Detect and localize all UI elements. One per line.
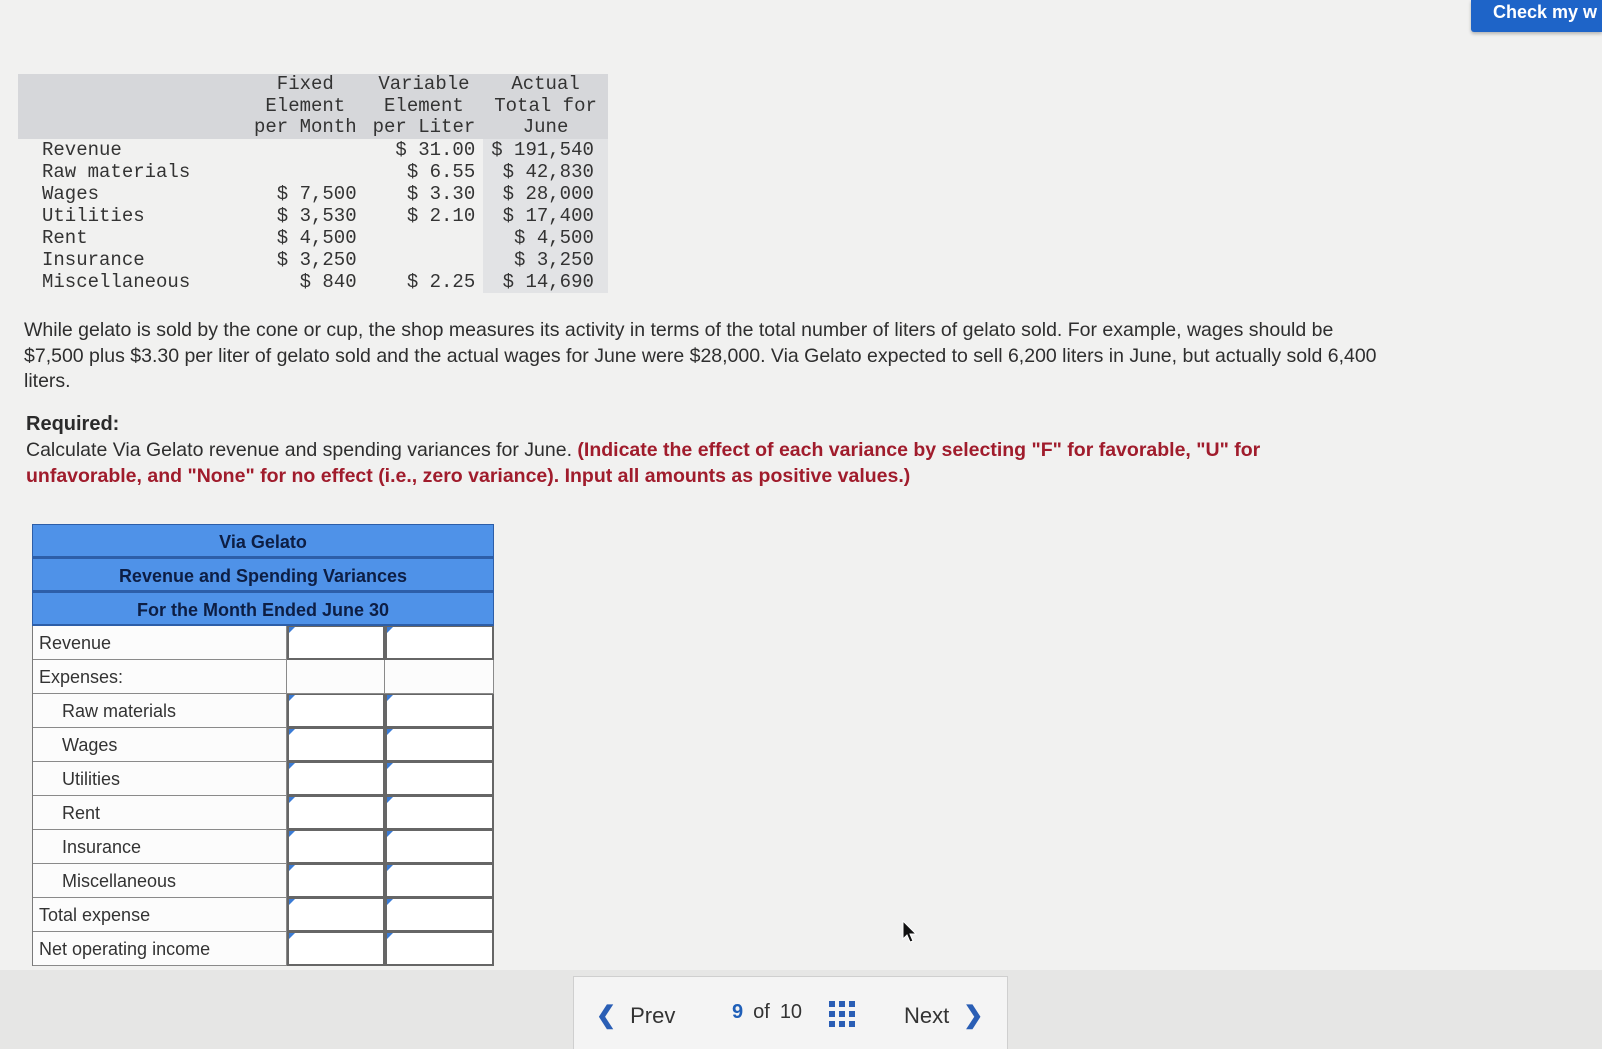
actual-value: $ 17,400 xyxy=(483,205,608,227)
prev-label: Prev xyxy=(630,1002,676,1028)
variable-value xyxy=(365,227,484,249)
fixed-value: $ 4,500 xyxy=(276,226,357,249)
amount-input[interactable] xyxy=(287,830,385,864)
variance-row xyxy=(32,762,494,796)
variance-row xyxy=(32,626,494,660)
total-pages: 10 xyxy=(779,1001,803,1023)
row-label: Rent xyxy=(42,226,88,249)
column-header-fixed: Fixed Element per Month xyxy=(246,74,365,139)
variance-form xyxy=(32,524,494,966)
effect-select[interactable] xyxy=(385,830,494,864)
empty-cell xyxy=(385,660,494,694)
question-navigation xyxy=(573,976,1008,1049)
amount-input[interactable] xyxy=(287,762,385,796)
fixed-value xyxy=(246,161,365,183)
row-label: Revenue xyxy=(42,138,122,161)
table-corner xyxy=(18,74,246,139)
page-of: of xyxy=(753,1001,770,1023)
amount-input[interactable] xyxy=(287,796,385,830)
variance-row xyxy=(32,864,494,898)
actual-value: $ 3,250 xyxy=(483,249,608,271)
cost-row xyxy=(18,161,608,183)
variance-row-label: Utilities xyxy=(33,762,287,796)
variable-value xyxy=(365,249,484,271)
cost-row xyxy=(18,227,608,249)
variable-value: $ 3.30 xyxy=(406,182,476,205)
amount-input[interactable] xyxy=(287,728,385,762)
page-indicator xyxy=(732,1001,802,1024)
cost-row xyxy=(18,183,608,205)
variance-row xyxy=(32,796,494,830)
variance-row-label: Expenses: xyxy=(33,660,287,694)
next-label: Next xyxy=(904,1002,950,1028)
variance-row xyxy=(32,660,494,694)
form-subtitle: Revenue and Spending Variances xyxy=(32,558,494,592)
effect-select[interactable] xyxy=(385,898,494,932)
grid-icon[interactable] xyxy=(829,1001,855,1027)
chevron-right-icon: ❯ xyxy=(963,1002,984,1029)
cost-data-table xyxy=(18,74,608,293)
actual-value: $ 42,830 xyxy=(483,161,608,183)
effect-select[interactable] xyxy=(385,626,494,660)
next-button[interactable] xyxy=(904,1001,983,1030)
variance-row-label: Rent xyxy=(33,796,287,830)
row-label: Miscellaneous xyxy=(42,270,191,293)
variance-row-label: Revenue xyxy=(33,626,287,660)
required-instructions xyxy=(26,438,1366,489)
problem-description: While gelato is sold by the cone or cup, the shop measures its activity in terms of the total number of liters of gelato sold. For example, wages should be $7,500 plus $3.30 per liter of gelato sold and the actual wages for June were $28,000. Via Gelato expected to sell 6,200 liters in June, but actually sold 6,400 liters. xyxy=(24,319,1377,392)
prev-button[interactable] xyxy=(596,1001,675,1030)
check-my-work-button[interactable]: Check my w xyxy=(1471,0,1602,32)
variance-row-label: Insurance xyxy=(33,830,287,864)
variance-row xyxy=(32,932,494,966)
effect-select[interactable] xyxy=(385,728,494,762)
cost-row xyxy=(18,249,608,271)
current-page: 9 xyxy=(732,1001,744,1023)
form-period: For the Month Ended June 30 xyxy=(32,592,494,626)
row-label: Utilities xyxy=(42,204,145,227)
amount-input[interactable] xyxy=(287,626,385,660)
variance-row-label: Net operating income xyxy=(33,932,287,966)
row-label: Insurance xyxy=(42,248,145,271)
variance-row xyxy=(32,694,494,728)
row-label: Wages xyxy=(42,182,100,205)
actual-value: $ 14,690 xyxy=(483,271,608,293)
variance-row-label: Raw materials xyxy=(33,694,287,728)
column-header-variable: Variable Element per Liter xyxy=(365,74,484,139)
actual-value: $ 4,500 xyxy=(483,227,608,249)
cost-row xyxy=(18,139,608,161)
amount-input[interactable] xyxy=(287,694,385,728)
amount-input[interactable] xyxy=(287,898,385,932)
actual-value: $ 28,000 xyxy=(483,183,608,205)
column-header-actual: Actual Total for June xyxy=(483,74,608,139)
effect-select[interactable] xyxy=(385,796,494,830)
form-title: Via Gelato xyxy=(32,524,494,558)
variable-value: $ 2.25 xyxy=(406,270,476,293)
required-text: Calculate Via Gelato revenue and spending variances for June. xyxy=(26,439,572,461)
variable-value: $ 2.10 xyxy=(406,204,476,227)
fixed-value: $ 7,500 xyxy=(276,182,357,205)
fixed-value: $ 3,530 xyxy=(276,204,357,227)
fixed-value: $ 3,250 xyxy=(276,248,357,271)
variance-row xyxy=(32,728,494,762)
variance-row-label: Total expense xyxy=(33,898,287,932)
required-instruction-note: (Indicate the effect of each variance by selecting "F" for favorable, "U" for unfavorable, and "None" for no effect (i.e., zero variance). Input all amounts as positive values.) xyxy=(26,439,1261,487)
effect-select[interactable] xyxy=(385,932,494,966)
variance-row xyxy=(32,830,494,864)
fixed-value xyxy=(246,139,365,161)
variable-value: $ 31.00 xyxy=(395,138,476,161)
variance-row-label: Miscellaneous xyxy=(33,864,287,898)
actual-value: $ 191,540 xyxy=(483,139,608,161)
effect-select[interactable] xyxy=(385,694,494,728)
empty-cell xyxy=(287,660,385,694)
effect-select[interactable] xyxy=(385,762,494,796)
effect-select[interactable] xyxy=(385,864,494,898)
amount-input[interactable] xyxy=(287,932,385,966)
variance-row xyxy=(32,898,494,932)
variance-row-label: Wages xyxy=(33,728,287,762)
amount-input[interactable] xyxy=(287,864,385,898)
mouse-cursor-icon xyxy=(902,920,918,944)
required-heading: Required: xyxy=(26,413,120,435)
fixed-value: $ 840 xyxy=(299,270,357,293)
cost-row xyxy=(18,205,608,227)
cost-row xyxy=(18,271,608,293)
chevron-left-icon: ❮ xyxy=(596,1002,617,1029)
variable-value: $ 6.55 xyxy=(406,160,476,183)
row-label: Raw materials xyxy=(42,160,191,183)
